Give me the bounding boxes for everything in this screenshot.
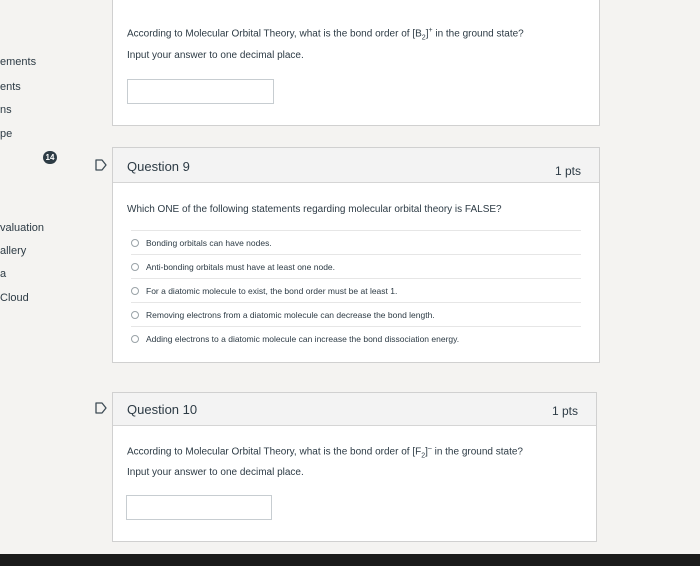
radio-button[interactable]: [131, 263, 139, 271]
question-8-text: According to Molecular Orbital Theory, what is the bond order of $[B_2]^+$ in the ground state?: [127, 27, 524, 42]
sidebar-item-zoom[interactable]: pe: [0, 128, 13, 140]
sidebar-item-misc[interactable]: a: [0, 268, 7, 280]
question-10-answer-input[interactable]: [126, 495, 272, 520]
question-10-points: 1 pts: [551, 404, 578, 418]
question-8-card: [112, 0, 600, 126]
answer-option-label: Adding electrons to a diatomic molecule can increase the bond dissociation energy.: [146, 334, 460, 344]
question-9-header: [113, 148, 599, 183]
radio-button[interactable]: [131, 239, 139, 247]
sidebar-item-discussions[interactable]: ns: [0, 104, 12, 116]
answer-option[interactable]: [131, 230, 581, 255]
answer-option[interactable]: [131, 278, 581, 303]
radio-button[interactable]: [131, 287, 139, 295]
answer-option-label: Bonding orbitals can have nodes.: [146, 238, 272, 248]
answer-option[interactable]: [131, 302, 581, 327]
sidebar-item-assignments[interactable]: ents: [0, 81, 21, 93]
question-9-card: [112, 147, 600, 363]
answer-option-label: For a diatomic molecule to exist, the bond order must be at least 1.: [146, 286, 398, 296]
question-10-card: [112, 392, 597, 542]
radio-button[interactable]: [131, 335, 139, 343]
question-10-text: According to Molecular Orbital Theory, what is the bond order of $[F_2]^-$ in the ground state?: [127, 445, 523, 460]
question-9-title: Question 9: [127, 159, 190, 174]
question-9-points: 1 pts: [554, 164, 581, 178]
question-10-title: Question 10: [127, 402, 198, 417]
sidebar-item-cloud[interactable]: Cloud: [0, 292, 29, 304]
answer-option[interactable]: [131, 254, 581, 279]
sidebar-item-media-gallery[interactable]: allery: [0, 245, 27, 257]
question-9-prompt: Which ONE of the following statements regarding molecular orbital theory is FALSE?: [127, 204, 502, 215]
course-nav-sidebar: [0, 0, 60, 566]
flag-question-icon[interactable]: [94, 158, 108, 172]
flag-question-icon[interactable]: [94, 401, 108, 415]
answer-option[interactable]: [131, 326, 581, 351]
answer-option-label: Removing electrons from a diatomic molecule can decrease the bond length.: [146, 310, 435, 320]
question-8-answer-input[interactable]: [127, 79, 274, 104]
screen-bottom-bezel: [0, 554, 700, 566]
sidebar-item-elements[interactable]: ements: [0, 56, 37, 68]
question-number-badge[interactable]: 14: [43, 151, 57, 164]
question-10-header: [113, 393, 596, 426]
answer-option-label: Anti-bonding orbitals must have at least one node.: [146, 262, 336, 272]
radio-button[interactable]: [131, 311, 139, 319]
question-10-instruction: Input your answer to one decimal place.: [127, 467, 304, 478]
sidebar-item-course-evaluation[interactable]: valuation: [0, 222, 45, 234]
question-8-instruction: Input your answer to one decimal place.: [127, 50, 304, 61]
